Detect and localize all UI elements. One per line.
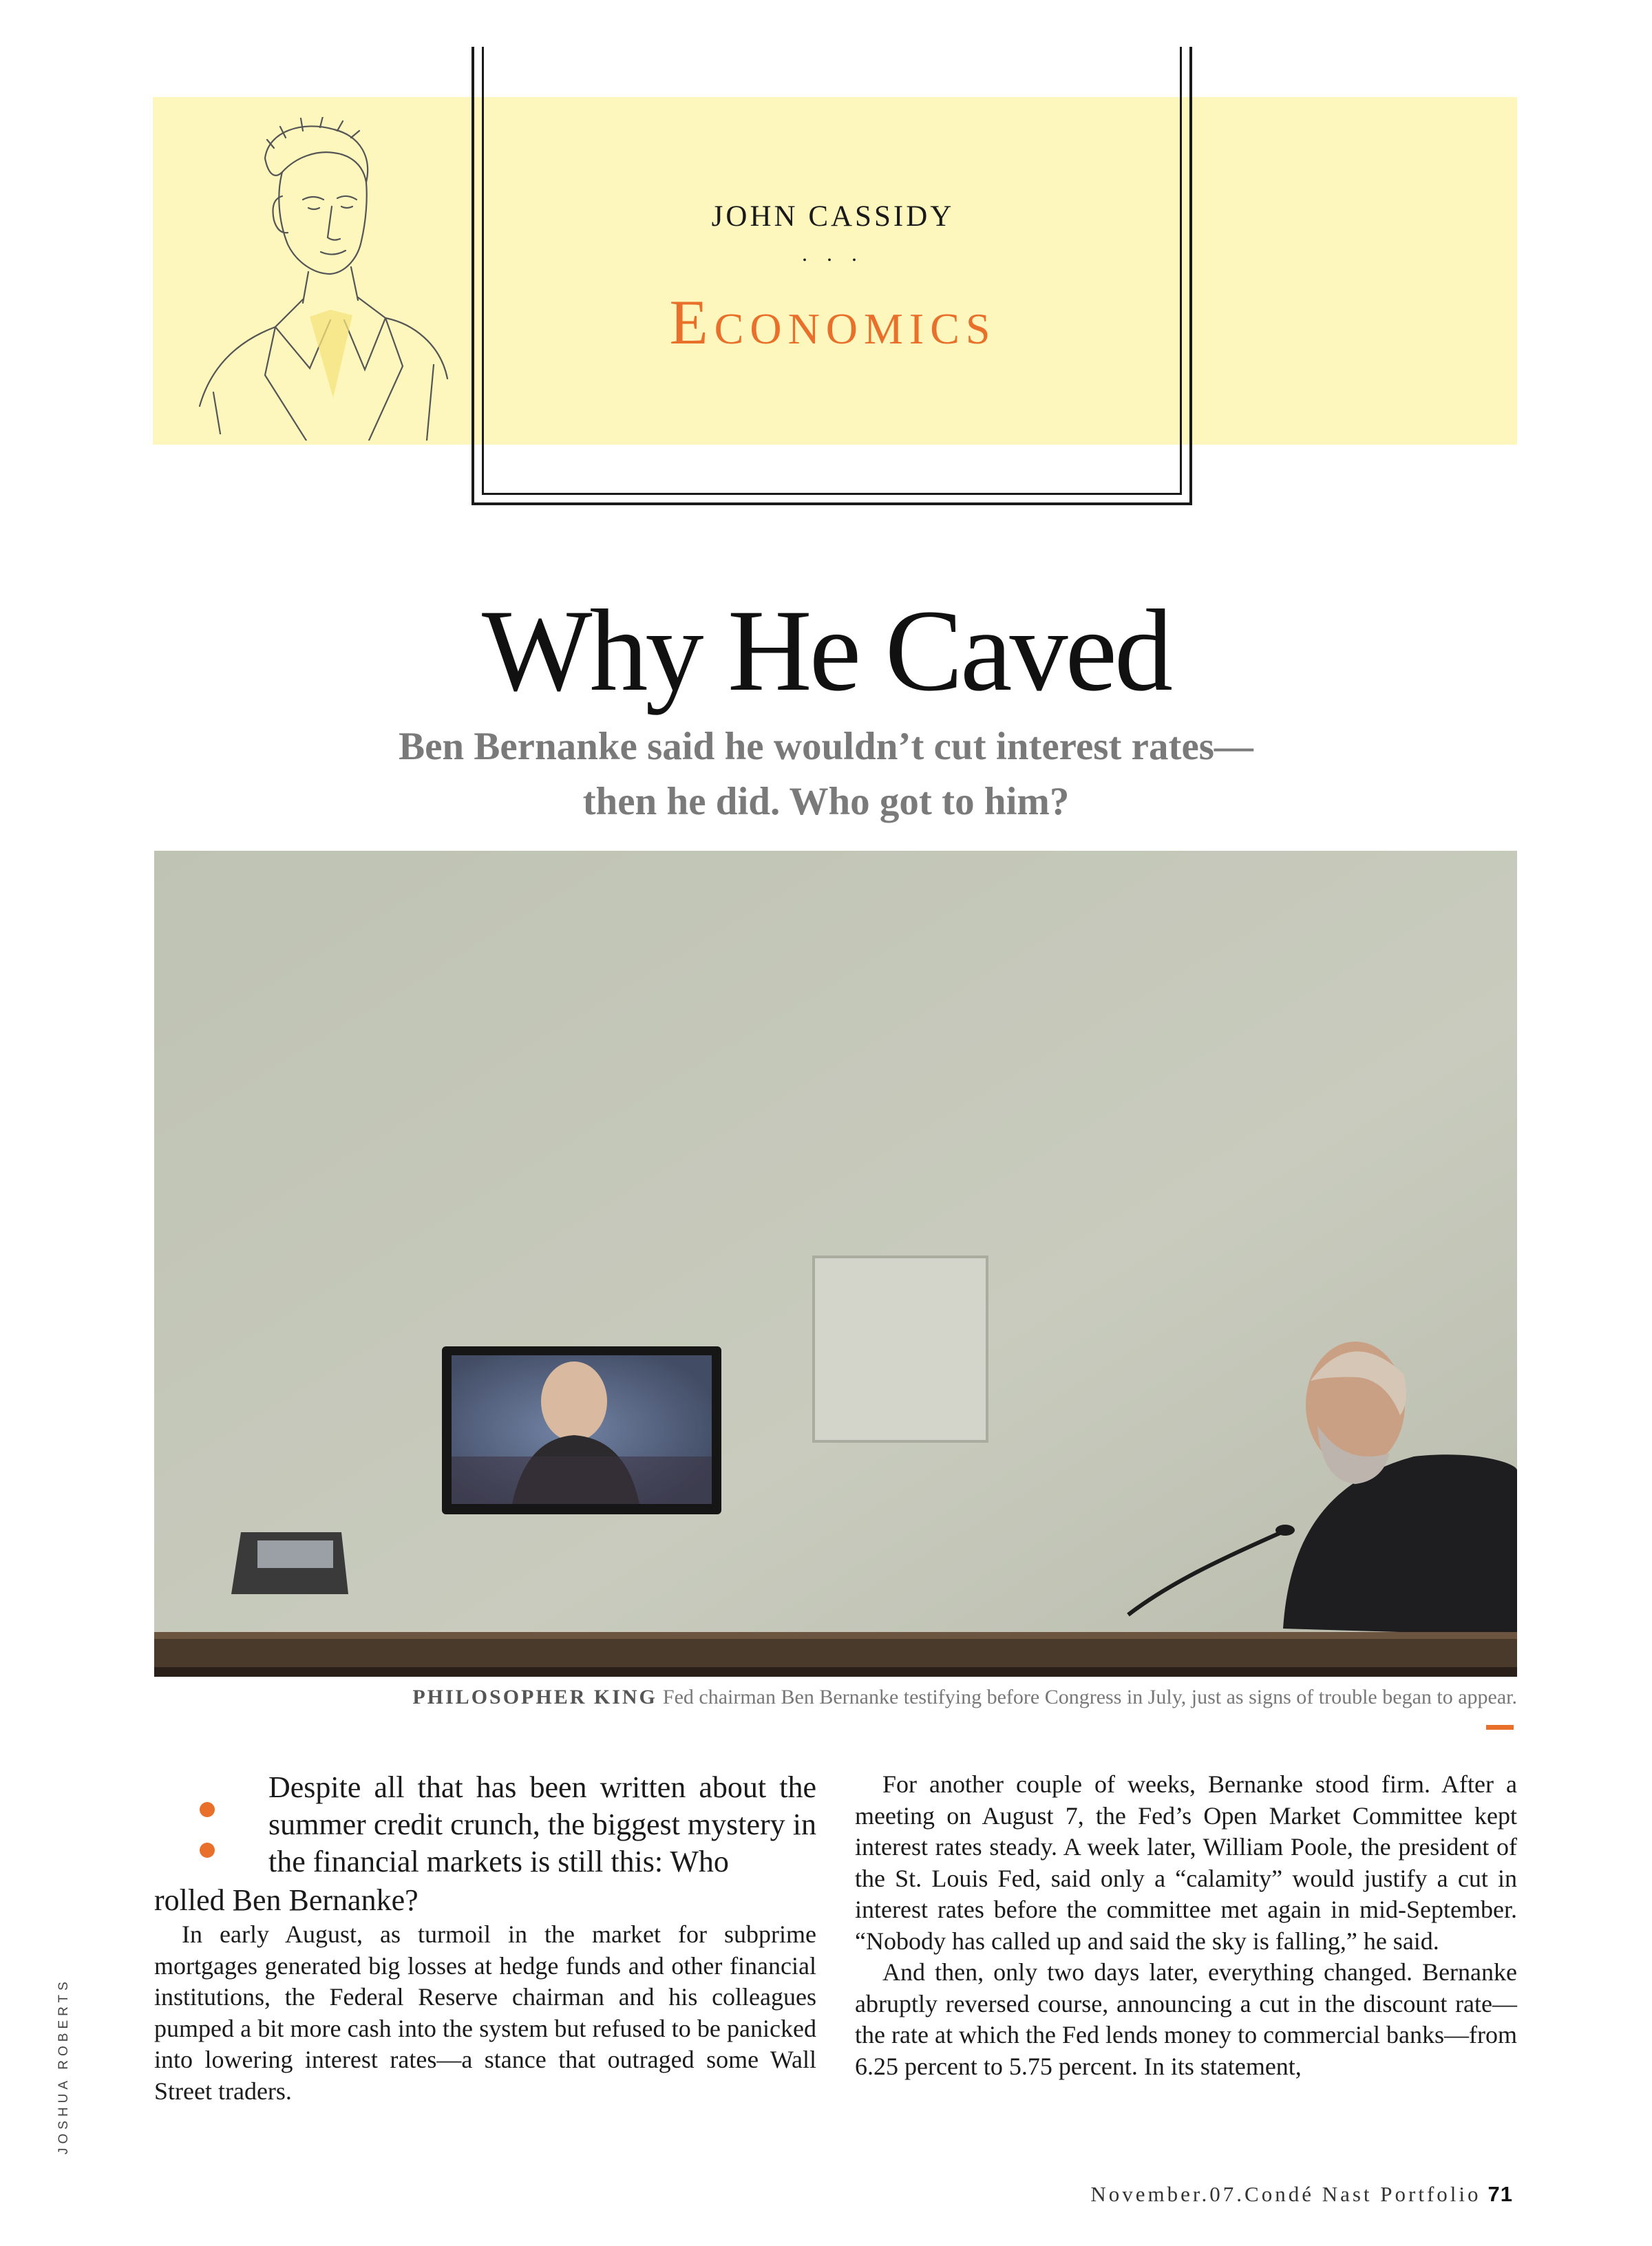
folio — [964, 2182, 1513, 2207]
body-paragraph: In early August, as turmoil in the market for subprime mortgages generated big losses at hedge funds and other financial institutions, the Federal Reserve chairman and his colleagues pumped a bit more cash into the system but refused to be panicked into lowering interest rates—a stance that outraged some Wall Street traders. — [154, 1920, 816, 2105]
body-paragraph: And then, only two days later, everything changed. Bernanke abruptly reversed course, announcing a cut in the discount rate—the rate at which the Fed lends money to commercial banks—from 6.25 percent to 5.75 percent. In its statement, — [855, 1958, 1517, 2080]
photo-caption — [206, 1686, 1517, 1709]
desk-device — [231, 1532, 348, 1594]
dek-line-1: Ben Bernanke said he wouldn’t cut interest rates— — [399, 725, 1253, 768]
lede-tail: rolled Ben Bernanke? — [154, 1883, 419, 1917]
author-name: JOHN CASSIDY — [711, 200, 955, 233]
illustration-credit: JOSHUA ROBERTS — [56, 1978, 71, 2154]
header-separator: . . . — [802, 241, 864, 266]
orange-dash-mark — [1486, 1725, 1514, 1730]
lede-paragraph: Despite all that has been written about the summer credit crunch, the biggest mystery in the financial markets is still this: Who — [268, 1770, 816, 1878]
section-title-text: Economics — [669, 287, 997, 357]
wall-panel — [814, 1257, 987, 1441]
body-column-left — [154, 1769, 816, 2107]
caption-label: PHILOSOPHER KING — [412, 1686, 657, 1708]
dek-line-2: then he did. Who got to him? — [582, 780, 1070, 823]
body-paragraph: For another couple of weeks, Bernanke stood firm. After a meeting on August 7, the Fed’s Open Market Committee kept interest rates steady. A week later, William Poole, the president of the St. Louis Fed, said only a “calamity” would justify a cut in interest rates before the committee met again in mid-September. “Nobody has called up and said the sky is falling,” he said. — [855, 1770, 1517, 1955]
folio-issue: November.07.Condé Nast Portfolio — [1090, 2182, 1481, 2206]
caption-text: Fed chairman Ben Bernanke testifying before Congress in July, just as signs of trouble began to appear. — [662, 1686, 1517, 1708]
author-portrait-sketch — [186, 117, 509, 441]
tv-monitor — [442, 1346, 721, 1514]
dek — [289, 719, 1363, 829]
header-frame-inner — [482, 47, 1182, 495]
section-title — [564, 286, 1101, 359]
headline: Why He Caved — [482, 586, 1170, 715]
hearing-photo — [154, 851, 1517, 1677]
page-number: 71 — [1487, 2182, 1513, 2206]
body-column-right — [855, 1769, 1517, 2082]
